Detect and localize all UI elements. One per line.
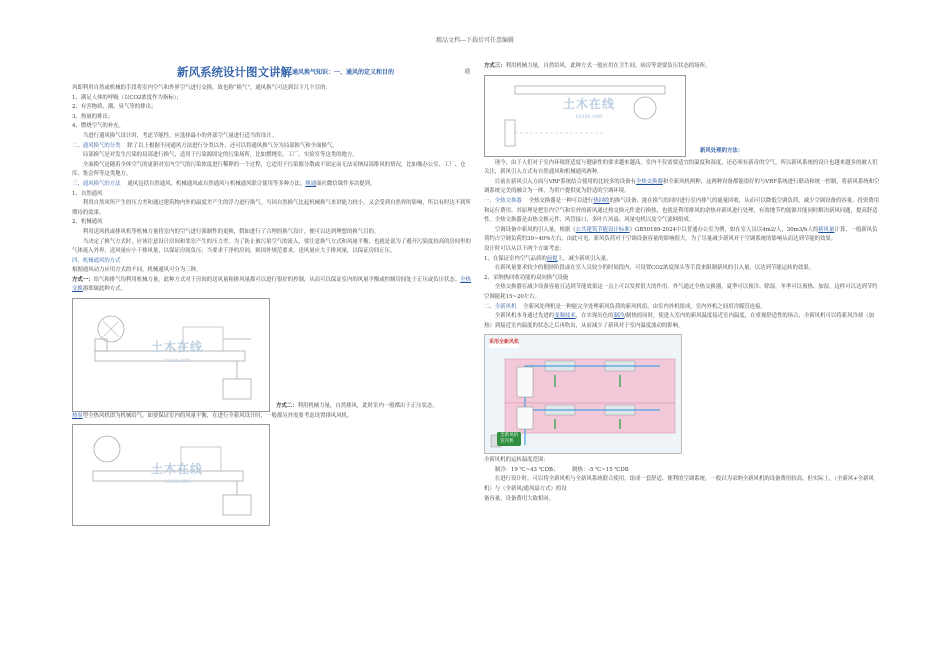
design-1-tail: 上，减少新风引入量。 xyxy=(557,255,612,262)
range-cooling: 制冷：19 ℃~43 ℃DB； xyxy=(494,466,559,473)
p-r3-b: 》GB50189-2024中以普通办公室为例，如在室人员以4m2/人，30m3/h人的 xyxy=(629,226,819,233)
operating-range-heading: 全新风机的运转温度范围： xyxy=(484,457,549,464)
total-heat-exchanger-link[interactable]: 全热交换器 xyxy=(635,178,663,185)
fresh-air-paragraph-2 xyxy=(484,178,880,197)
method-1-tail: 器即属此种方式。 xyxy=(82,286,126,293)
fresh-air-volume-link[interactable]: 新风量 xyxy=(818,226,835,233)
pressure-balance-paragraph: 当决定了换气方式时，应该注意设计房间和邻室产生的压力差。为了防止被污染空气的流入，要注意换气方式和风量平衡，也就是说为了避开污染度较高的房间里的气体流入外界，送风量应小于排风量，以保证房间负压；当要求干净的房间，则国外规范要求，送风量应大于排风量，以保证房间正压。 xyxy=(72,238,471,255)
method-3 xyxy=(484,62,880,72)
mechanical-ventilation-heading: 2、机械通风 xyxy=(72,219,103,226)
range-heating: 制热：-5 ℃~15 ℃DB xyxy=(572,466,629,473)
diagram-label-top: 采用全新风机 xyxy=(489,338,519,348)
energy-standard-link[interactable]: 公共建筑节能设计标准 xyxy=(575,226,630,233)
diagram-legend xyxy=(497,432,521,446)
method-2-inline xyxy=(270,402,476,412)
local-ventilation-paragraph: 局部换气是对发生污染的局部进行换气，适用于污染源固定的污染场所，比如燃烧室、工厂、实验室等这类的地方。 xyxy=(82,152,358,159)
watermark-logo xyxy=(151,461,204,487)
goal-item: 2、有害物质、潮、臭气等的排出； xyxy=(72,104,157,111)
page-header-note: 精品文档---下载后可任意编辑 xyxy=(435,37,515,44)
method-1-link[interactable]: 全热交换 xyxy=(72,276,471,293)
design-combination-paragraph: 在进行设计时，可以将全新风机与全新风系统联合使用，组成一套舒适、便利的空调系统。一般以为采纳全新风机的设备费用较高，但实际上，（全新风+全新风机）与（全新风/通风扇方式）的设 xyxy=(484,476,874,493)
heat-recovery-link[interactable]: 热回收 xyxy=(593,197,610,204)
heat-exchanger-text-a: 全热交换器是一种可以进行 xyxy=(528,197,594,204)
design-combination-end: 备容量、设备费用大致相同。 xyxy=(484,495,555,502)
p-r3-a: 空调设备中新风的引入量，根据《 xyxy=(494,226,576,233)
inverter-paragraph xyxy=(484,312,880,331)
section-2-text: 除了以上根据不同通风方法进行分类以外，还可以将通风换气分为局部换气和全面换气。 xyxy=(127,142,338,149)
method-3-text: 利用机械力量，自然给风，此种方式一般应用在卫生间、病房等需要负压状态的场所。 xyxy=(505,63,711,69)
goal-item: 1、满足人体的呼吸（以CO2浓度作为指标）； xyxy=(72,94,182,101)
p-r2-end: 和全新风机两种，这两种设备都能很好的与VRF系统进行联动和统一控制，将新风系统和空调系统完美的融合为一体，为用户提供更为舒适的空调环境。 xyxy=(484,178,880,195)
section-2-heading: 二、通风换气的分类 xyxy=(72,142,121,149)
method-2-diagram xyxy=(72,424,270,526)
watermark-logo xyxy=(563,96,616,122)
section-2 xyxy=(72,142,476,152)
legend-fresh-air-unit: 全新风机 xyxy=(500,433,519,439)
section-3 xyxy=(72,180,476,190)
natural-ventilation-paragraph: 利用自然风所产生的压力差和通过建筑物内外的温度差产生的浮力进行换气。当因自然换气比起机械换气来讲能力较小，又会受到自然界的影响，所以有时达不到所期待的效果。 xyxy=(72,200,471,216)
method-1 xyxy=(72,276,476,295)
title-subheading: 通风换气知识：一、通风的定义和目的 xyxy=(292,69,395,77)
goal-item: 4、燃烧空气的补充。 xyxy=(72,123,124,130)
natural-ventilation-heading: 1、自然通风 xyxy=(72,190,103,197)
watermark-subtext: CO188.COM xyxy=(163,479,191,485)
p-r4-b: ，在实现出色的 xyxy=(575,313,614,320)
design-1-paragraph: 在新风量要求较少的拥挤阶段或在室人员较少的时间段内，可设置CO2浓度探头等手段来限制新风的引入量，以达到节能运转的效果。 xyxy=(494,265,815,272)
title-row xyxy=(72,62,476,84)
method-1-heading: 方式一： xyxy=(72,276,94,283)
operating-range xyxy=(484,466,880,476)
method-2-row xyxy=(72,298,476,412)
section-3-tail: 面社微信课件多次提到。 xyxy=(316,180,376,187)
fresh-air-paragraph-1: 现今，由于人们对于室内环境舒适度与健康性的要求越来越高，室内不仅需要适宜的温度和湿度，还必须有新奇的空气，所以新风系统的设计也越来越多的被人们关注，新风引入方式有自然通风和机械通风两种。 xyxy=(484,159,878,176)
method-2-tail: 型全热风机即为机械给气，如要保证室内的风量平衡，在进行全新风设计时，一般都另外需要考虑设置排风风机。 xyxy=(82,413,353,420)
right-column xyxy=(484,62,880,504)
inverter-tech-link[interactable]: 变频技术 xyxy=(554,313,576,320)
global-ventilation-paragraph: 全面换气是随着全体空气的更新对室内空气的污染浓度进行稀释的一个过程，它适用于污染源分散或不固定而无法采纳局部排风的情况，比如像办公室、工厂、仓库、集会所等这类地方。 xyxy=(72,161,466,178)
method-3-heading: 方式三： xyxy=(484,63,506,69)
design-item-2: 2、采纳热回收功能的双向换气设施 xyxy=(484,274,569,281)
fresh-air-unit-text: 全新风处理机是一种能完全处理新风负荷的新风机组，由室内外机组成，室内外机之间用冷媒管连接。 xyxy=(523,303,766,310)
section-4-heading: 四、机械通风的方式 xyxy=(72,257,121,264)
design-2-paragraph: 全热交换器在减少设备容量且达到节能效果这一点上可以发挥很大的作用。外气通过全热交换器，夏季可以预冷、除湿，冬季可以预热、加湿，这样可以达到节约空调能耗15~20左右。 xyxy=(484,284,878,300)
watermark-text: 土木在线 xyxy=(563,96,616,111)
method-2-link[interactable]: 热泵 xyxy=(72,413,83,420)
premise-link[interactable]: 前提 xyxy=(546,255,558,262)
fresh-air-heading-row xyxy=(484,72,880,157)
p-r4-c: /制热的同时，使进入室内的新风温度接近室内温度，在重视舒适性的场合，全新风机可以将新风冷却（加热）到接近室内温度的状态之后再吹出，从而减少了新风对于室内温度波动的影响。 xyxy=(484,313,875,329)
title-tail: 通 xyxy=(464,69,470,76)
watermark-text: 土木在线 xyxy=(151,461,204,476)
design-1-text: 1、在保证室内空气品质的 xyxy=(484,255,547,262)
fresh-air-load-paragraph xyxy=(484,226,880,245)
watermark-subtext: CO188.COM xyxy=(575,114,603,120)
method-1-text: 给气和排气均利用机械力量。此种方式对于房间的送风量和排风量都可以进行很好的控制，从而可以保证室内的风量平衡或控制房间处于正压或负压状态。 xyxy=(93,276,461,283)
p-r3-c: 计算，一般新风负荷约占空调负荷的30~40%左右。由此可见，新风负荷对于空调设备容量的影响很大，为了尽量减少新风对于空调系统的影响从而达到节能的效果。 xyxy=(484,226,878,243)
method-2-text: 利用机械力量，自然排风，此时室内一般都出于正压状态， xyxy=(297,403,438,410)
heat-exchanger-heading: 一、全热交换器 xyxy=(484,197,522,204)
design-item-1 xyxy=(484,255,880,265)
watermark-text: 土木在线 xyxy=(151,340,204,355)
goal-note: 当进行通风换气设计时，考虑节能性，应选择最小的外部空气量进行适当的设计。 xyxy=(82,132,277,139)
fresh-air-unit-heading: 二、全新风机 xyxy=(484,303,517,310)
section-3-heading: 三、通风换气的方法 xyxy=(72,180,121,187)
goal-item: 3、热量的排出； xyxy=(72,113,114,120)
heat-exchanger-section xyxy=(484,197,880,226)
design-heading: 设计时可以从以下两个方面考虑： xyxy=(484,245,565,252)
fresh-air-unit-section xyxy=(484,303,880,313)
method-2-continued xyxy=(72,412,476,422)
section-3-link[interactable]: 规通 xyxy=(305,180,317,187)
mechanical-ventilation-paragraph: 利用送风机或排风机等机械力量将室内的空气进行强制性的更换，假如进行了合理的换气设计，便可以达到理想的换气目的。 xyxy=(82,228,380,235)
cooling-link[interactable]: 制冷 xyxy=(613,313,625,320)
watermark-subtext: CO188.COM xyxy=(163,357,191,363)
method-1-diagram xyxy=(72,298,270,412)
section-3-text: 通风包括自然通风、机械通风或自然通风与机械通风联合使用等多种方法。 xyxy=(127,180,306,187)
method-3-diagram xyxy=(484,75,686,157)
fresh-air-unit-diagram xyxy=(484,334,682,454)
intro-paragraph: 风即利用自然或机械的手段将室内空气和外界空气进行交换，故也称“换气”，通风换气可达到以下几个目的： xyxy=(72,85,331,91)
p-r2-start: 目前在新风引入方面与VRF系统结合使用的比较多的设备有 xyxy=(494,178,636,185)
heat-exchanger-text-b: 的换气设备，能在换气的同时进行室内排气的能量回收，从而可以降低空调负荷，减少空调设备的容量、投资费用和运行费用。其原理是把室内空气和室外的新风通过热交换元件进行换热，也就是利用排风的余热对新风进行处理，有效地节约能源并能同时解决新风问题，提高舒适性。全热交换器是由热交换元件、风管接口、多叶片风扇、风量电机以及空气滤网组成。 xyxy=(484,197,880,224)
p-r4-a: 全新风机本身通过先进的 xyxy=(494,313,555,320)
watermark-logo xyxy=(151,340,204,365)
page-title: 新风系统设计图文讲解 xyxy=(177,65,292,80)
left-column xyxy=(72,62,476,526)
fresh-air-heading: 新风处理的方法： xyxy=(700,148,744,154)
section-4-text: 根据通风动力应用方式的不同，机械通风可分为三种。 xyxy=(72,267,202,274)
legend-indoor-unit: 室内机 xyxy=(500,439,514,445)
method-2-heading: 方式二： xyxy=(276,403,298,410)
